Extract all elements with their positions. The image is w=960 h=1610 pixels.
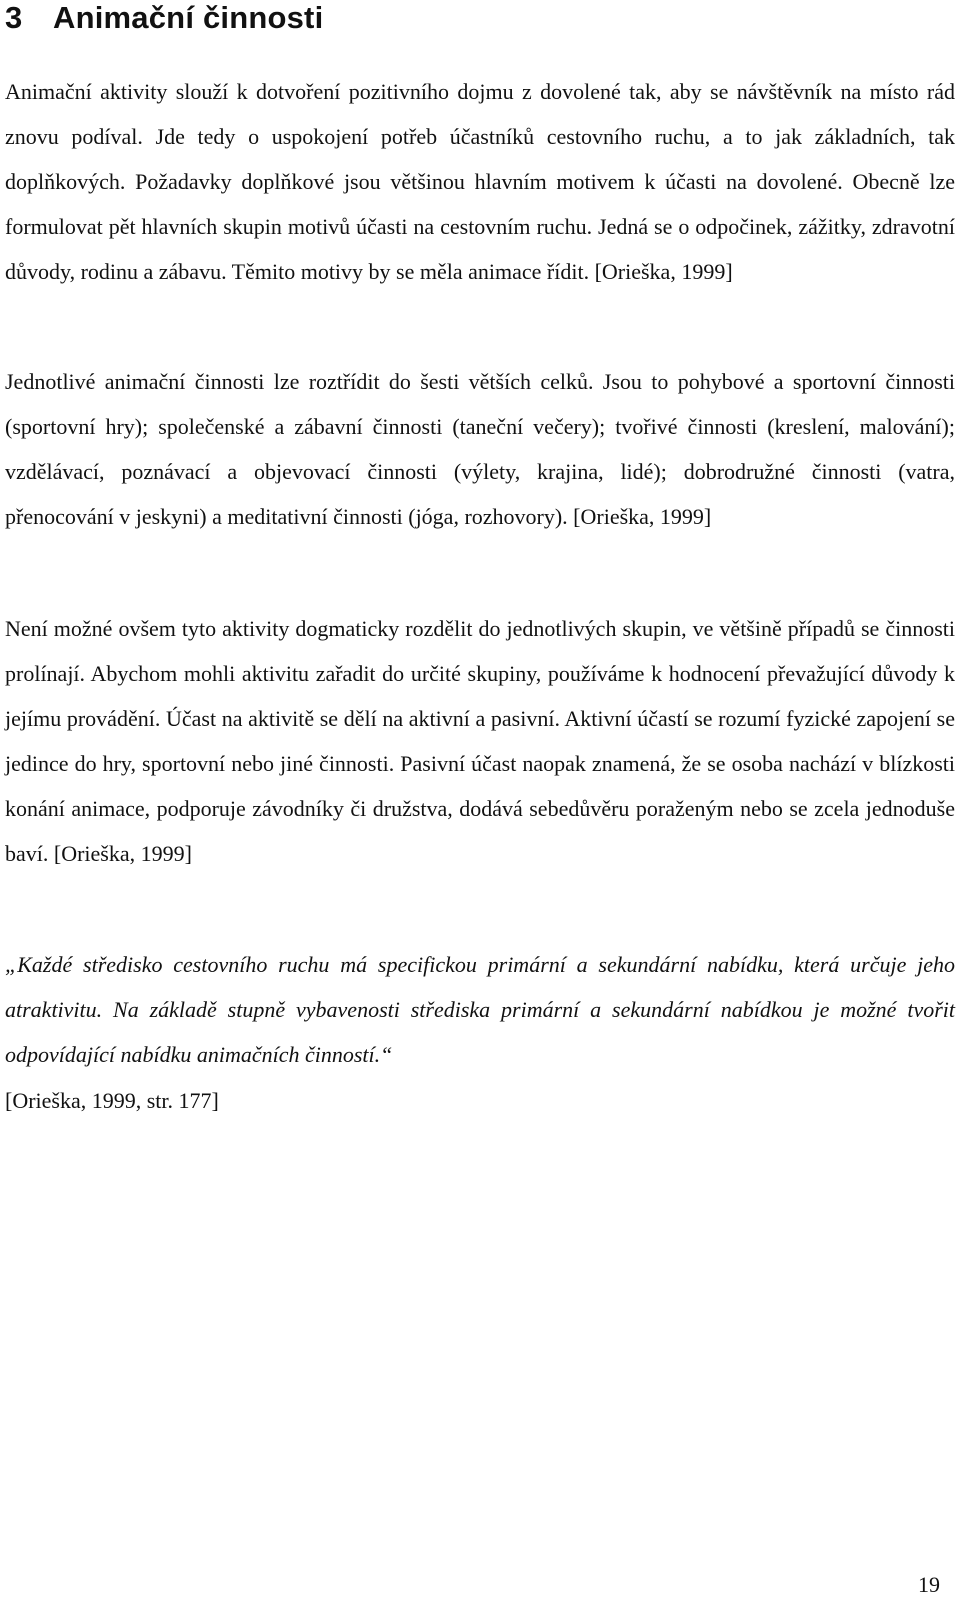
chapter-heading: [5, 0, 323, 36]
chapter-number: 3: [5, 0, 23, 35]
paragraph-participation: Není možné ovšem tyto aktivity dogmaticky rozdělit do jednotlivých skupin, ve většině případů se činnosti prolínají. Abychom mohli aktivitu zařadit do určité skupiny, používáme k hodnocení převažující důvody k jejímu provádění. Účast na aktivitě se dělí na aktivní a pasivní. Aktivní účastí se rozumí fyzické zapojení se jedince do hry, sportovní nebo jiné činnosti. Pasivní účast naopak znamená, že se osoba nachází v blízkosti konání animace, podporuje závodníky či družstva, dodává sebedůvěru poraženým nebo se zcela jednoduše baví. [Orieška, 1999]: [5, 616, 955, 866]
paragraph-categories: Jednotlivé animační činnosti lze roztřídit do šesti větších celků. Jsou to pohybové a sportovní činnosti (sportovní hry); společenské a zábavní činnosti (taneční večery); tvořivé činnosti (kreslení, malování); vzdělávací, poznávací a objevovací činnosti (výlety, krajina, lidé); dobrodružné činnosti (vatra, přenocování v jeskyni) a meditativní činnosti (jóga, rozhovory). [Orieška, 1999]: [5, 369, 955, 529]
quote-citation: [Orieška, 1999, str. 177]: [5, 1088, 219, 1113]
quote-text: „Každé středisko cestovního ruchu má specifickou primární a sekundární nabídku, která určuje jeho atraktivitu. Na základě stupně vybavenosti střediska primární a sekundární nabídkou je možné tvořit odpovídající nabídku animačních činností.“: [5, 952, 955, 1067]
chapter-title-text: Animační činnosti: [53, 0, 324, 35]
page-number: 19: [918, 1572, 940, 1597]
paragraph-intro: Animační aktivity slouží k dotvoření pozitivního dojmu z dovolené tak, aby se návštěvník na místo rád znovu podíval. Jde tedy o uspokojení potřeb účastníků cestovního ruchu, a to jak základních, tak doplňkových. Požadavky doplňkové jsou většinou hlavním motivem k účasti na dovolené. Obecně lze formulovat pět hlavních skupin motivů účasti na cestovním ruchu. Jedná se o odpočinek, zážitky, zdravotní důvody, rodinu a zábavu. Těmito motivy by se měla animace řídit. [Orieška, 1999]: [5, 79, 955, 284]
